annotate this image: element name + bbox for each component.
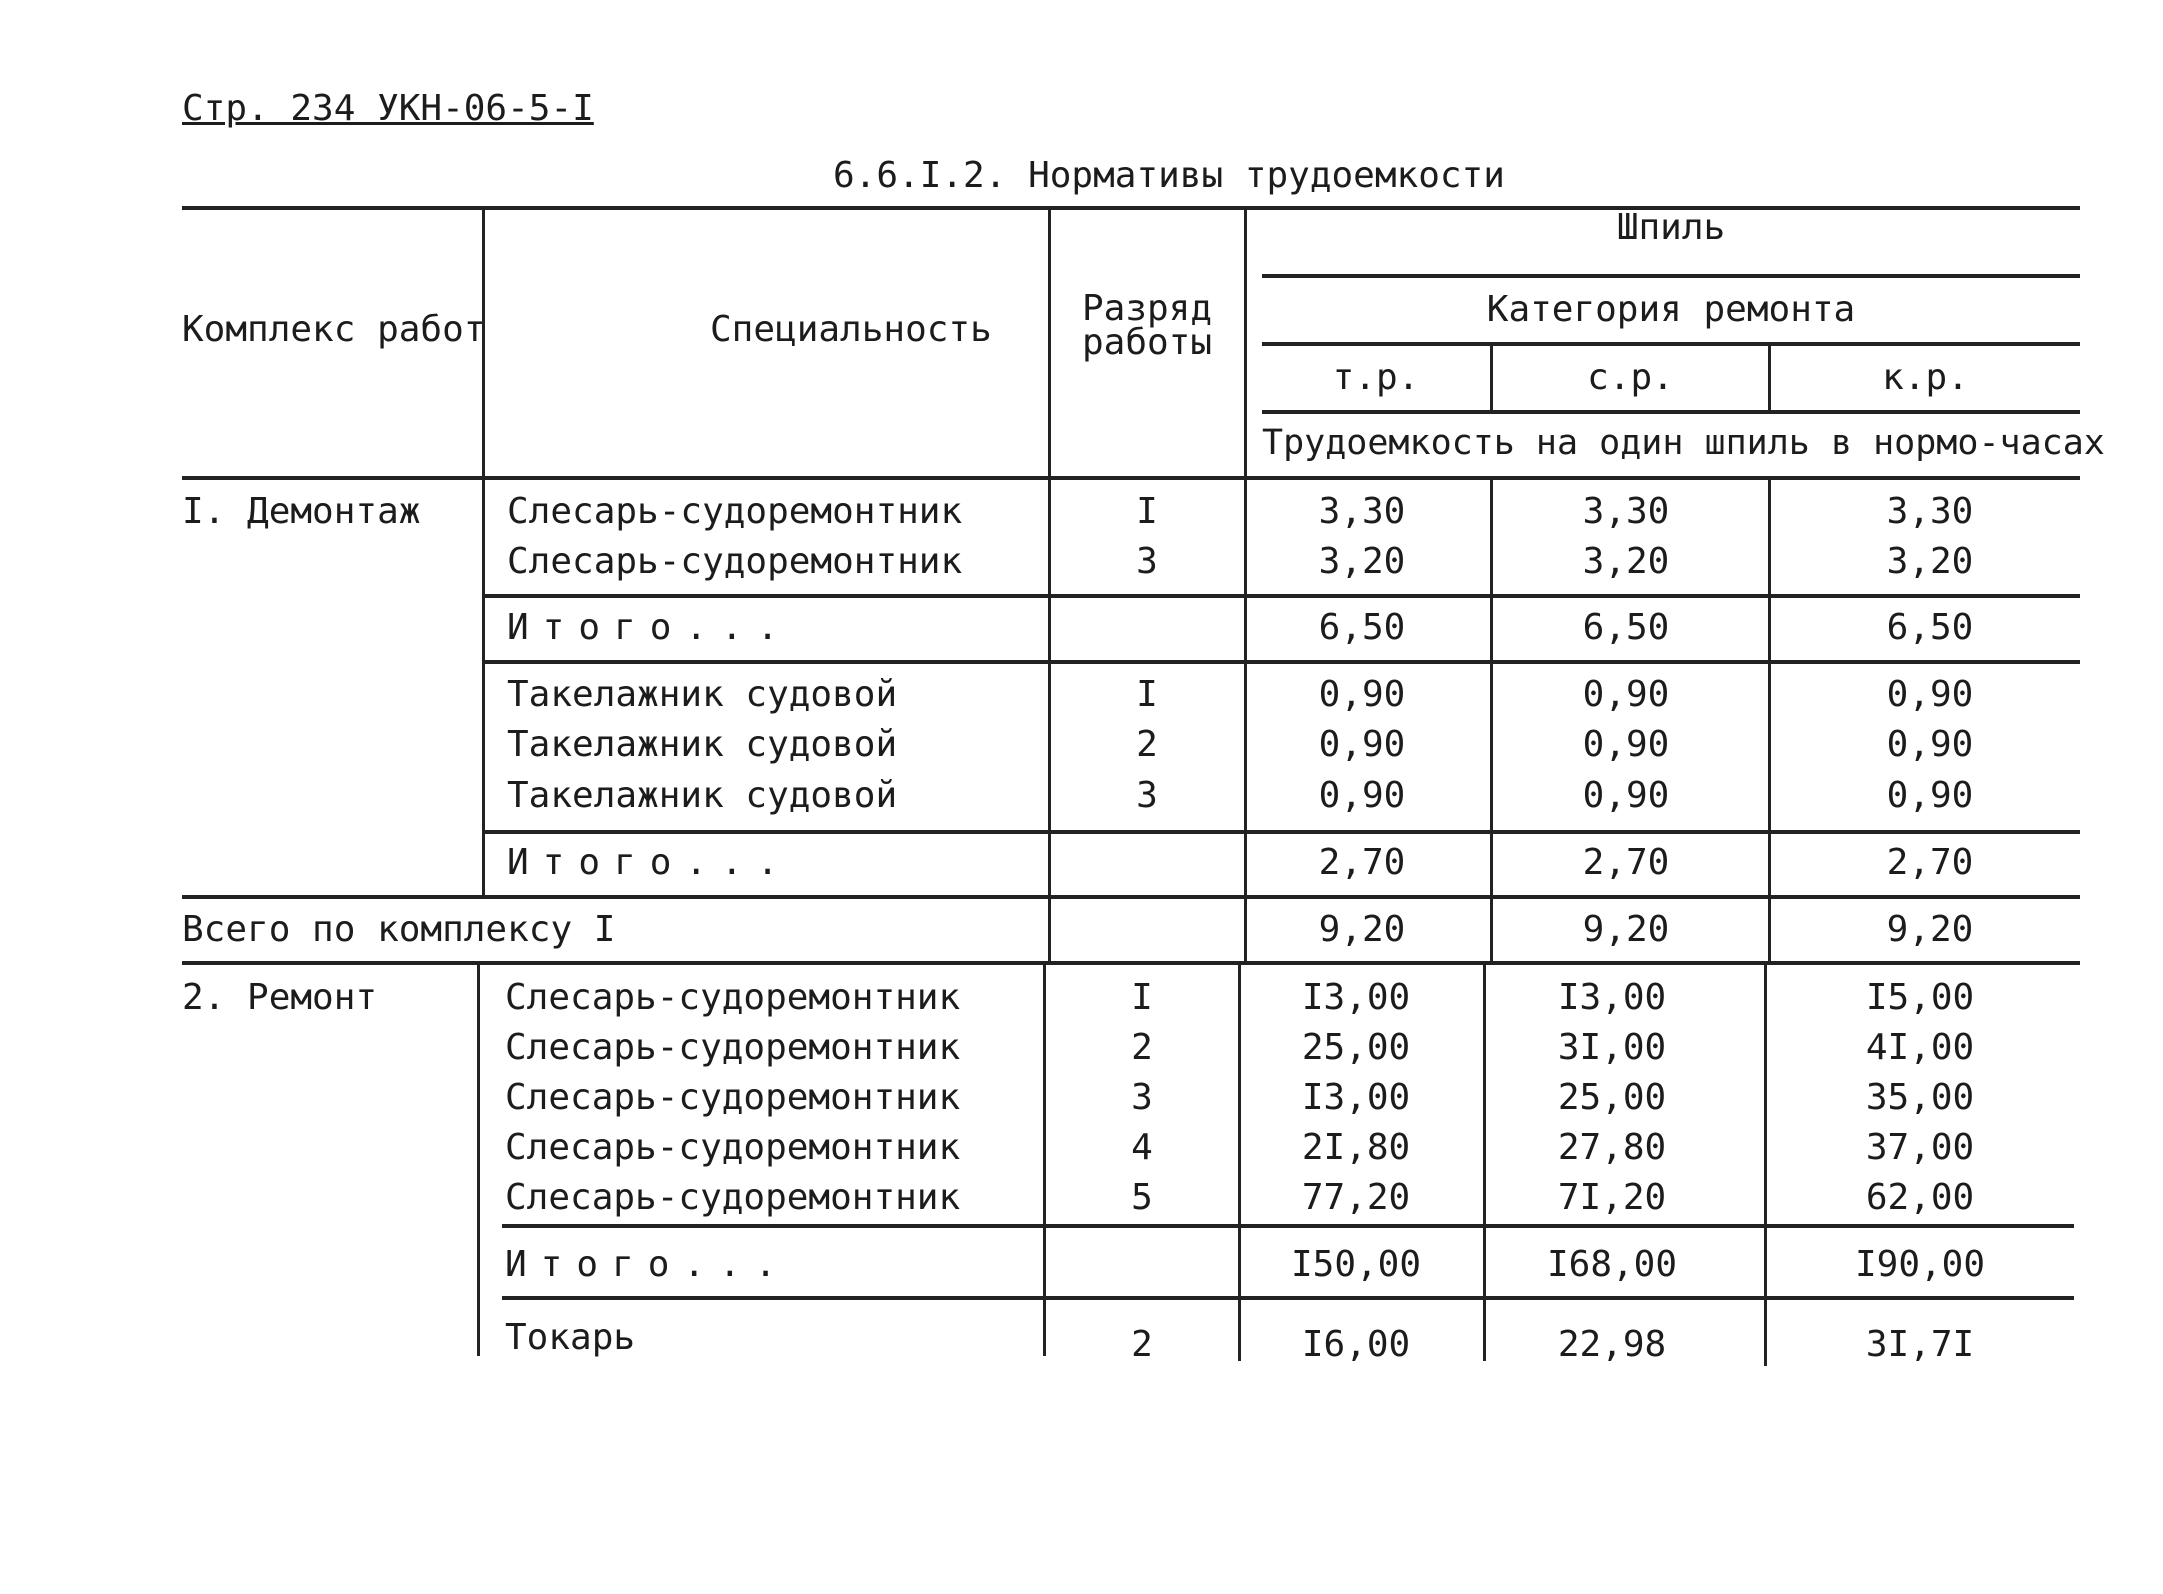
- subtotal-tr: I50,00: [1290, 1244, 1422, 1285]
- header-grade: [1052, 288, 1242, 363]
- row-value-tr: 25,00: [1301, 1027, 1411, 1068]
- row-value-sr: 27,80: [1557, 1127, 1667, 1168]
- row-grade: 3: [1136, 541, 1158, 582]
- row-grade: 2: [1131, 1027, 1153, 1068]
- header-grade-line2: работы: [1081, 322, 1213, 363]
- row-value-tr: I3,00: [1301, 1077, 1411, 1118]
- header-complex: Комплекс работ: [182, 309, 486, 350]
- total-kr: 9,20: [1886, 909, 1974, 950]
- subtotal-label: Итого...: [507, 607, 793, 648]
- row-value-kr: 0,90: [1886, 724, 1974, 765]
- row-grade: I: [1136, 674, 1158, 715]
- row-specialty: Слесарь-судоремонтник: [505, 1077, 961, 1118]
- row-value-tr: 77,20: [1301, 1177, 1411, 1218]
- row-value-sr: 25,00: [1557, 1077, 1667, 1118]
- row-value-kr: 3I,7I: [1865, 1324, 1975, 1365]
- row-value-kr: I5,00: [1865, 977, 1975, 1018]
- row-grade: I: [1136, 491, 1158, 532]
- row-value-tr: I6,00: [1301, 1324, 1411, 1365]
- row-value-kr: 3,20: [1886, 541, 1974, 582]
- row-value-tr: 2I,80: [1301, 1127, 1411, 1168]
- row-specialty: Такелажник судовой: [507, 674, 898, 715]
- row-grade: 2: [1136, 724, 1158, 765]
- section-complex-label: 2. Ремонт: [182, 977, 378, 1018]
- row-value-sr: 7I,20: [1557, 1177, 1667, 1218]
- row-value-kr: 4I,00: [1865, 1027, 1975, 1068]
- row-value-sr: 3,20: [1582, 541, 1670, 582]
- header-cat-tr: т.р.: [1332, 357, 1420, 398]
- row-value-sr: 3,30: [1582, 491, 1670, 532]
- row-specialty: Слесарь-судоремонтник: [505, 1177, 961, 1218]
- row-specialty: Токарь: [505, 1317, 636, 1358]
- subtotal-sr: I68,00: [1546, 1244, 1678, 1285]
- row-value-sr: 22,98: [1557, 1324, 1667, 1365]
- row-grade: I: [1131, 977, 1153, 1018]
- row-value-sr: 0,90: [1582, 724, 1670, 765]
- header-labor-note: Трудоемкость на один шпиль в нормо-часах: [1262, 423, 2105, 463]
- row-value-sr: 0,90: [1582, 674, 1670, 715]
- row-specialty: Слесарь-судоремонтник: [507, 491, 963, 532]
- section-complex-label: I. Демонтаж: [182, 491, 421, 532]
- row-value-kr: 37,00: [1865, 1127, 1975, 1168]
- subtotal-kr: 2,70: [1886, 842, 1974, 883]
- subtotal-kr: I90,00: [1854, 1244, 1986, 1285]
- row-specialty: Слесарь-судоремонтник: [505, 1027, 961, 1068]
- subtotal-kr: 6,50: [1886, 607, 1974, 648]
- page-header: Стр. 234 УКН-06-5-I: [182, 88, 594, 129]
- row-value-kr: 62,00: [1865, 1177, 1975, 1218]
- row-grade: 4: [1131, 1127, 1153, 1168]
- row-specialty: Слесарь-судоремонтник: [505, 977, 961, 1018]
- subtotal-sr: 2,70: [1582, 842, 1670, 883]
- header-cat-kr: к.р.: [1882, 357, 1969, 398]
- header-cat-sr: с.р.: [1587, 357, 1674, 398]
- row-value-tr: 3,20: [1318, 541, 1406, 582]
- row-value-sr: I3,00: [1557, 977, 1667, 1018]
- header-object: Шпиль: [1616, 207, 1726, 248]
- subtotal-tr: 2,70: [1318, 842, 1406, 883]
- row-value-kr: 0,90: [1886, 674, 1974, 715]
- row-specialty: Такелажник судовой: [507, 775, 898, 816]
- row-value-tr: 3,30: [1318, 491, 1406, 532]
- subtotal-tr: 6,50: [1318, 607, 1406, 648]
- row-value-sr: 3I,00: [1557, 1027, 1667, 1068]
- row-value-tr: I3,00: [1301, 977, 1411, 1018]
- row-value-kr: 0,90: [1886, 775, 1974, 816]
- header-repair-category: Категория ремонта: [1486, 289, 1856, 330]
- table-title: 6.6.I.2. Нормативы трудоемкости: [833, 155, 1505, 196]
- header-specialty: Специальность: [710, 309, 992, 350]
- row-grade: 3: [1136, 775, 1158, 816]
- row-value-kr: 3,30: [1886, 491, 1974, 532]
- row-value-kr: 35,00: [1865, 1077, 1975, 1118]
- row-grade: 5: [1131, 1177, 1153, 1218]
- total-label: Всего по комплексу I: [182, 909, 616, 950]
- header-grade-line1: Разряд: [1081, 288, 1213, 329]
- row-value-tr: 0,90: [1318, 775, 1406, 816]
- row-specialty: Слесарь-судоремонтник: [505, 1127, 961, 1168]
- row-specialty: Такелажник судовой: [507, 724, 898, 765]
- row-grade: 2: [1131, 1324, 1153, 1365]
- row-grade: 3: [1131, 1077, 1153, 1118]
- subtotal-sr: 6,50: [1582, 607, 1670, 648]
- subtotal-label: Итого...: [505, 1244, 791, 1285]
- row-value-tr: 0,90: [1318, 724, 1406, 765]
- total-tr: 9,20: [1318, 909, 1406, 950]
- row-value-sr: 0,90: [1582, 775, 1670, 816]
- subtotal-label: Итого...: [507, 842, 793, 883]
- row-value-tr: 0,90: [1318, 674, 1406, 715]
- total-sr: 9,20: [1582, 909, 1670, 950]
- row-specialty: Слесарь-судоремонтник: [507, 541, 963, 582]
